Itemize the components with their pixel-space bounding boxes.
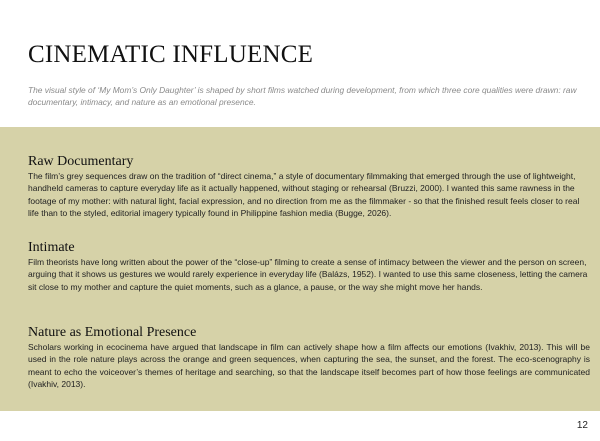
section-body: The film’s grey sequences draw on the tradition of “direct cinema,” a style of documentary filmmaking that emerged through the use of lightweight, handheld cameras to capture everyday life as it actually happened, without staging or rehearsal (Bruzzi, 2000). I wanted this same rawness in the footage of my mother: with natural light, facial expression, and no direction from me as the filmmaker - so that the finished result feels closer to real life than to the styled, editorial imagery typically found in Philippine fashion media (Bugge, 2026). (28, 171, 580, 218)
page-number: 12 (576, 420, 588, 431)
section-heading: Nature as Emotional Presence (28, 325, 197, 340)
section-body: Film theorists have long written about the power of the “close-up” filming to create a sense of intimacy between the viewer and the person on screen, arguing that it shows us gestures we would rarely experience in everyday life (Balázs, 1952). I wanted to use this same closeness, letting the camera sit close to my mother and capture the quiet moments, such as a glance, a pause, or the way she might move her hands. (28, 257, 588, 292)
section-intimate (28, 240, 590, 293)
page-subtitle: The visual style of ‘My Mom’s Only Daughter’ is shaped by short films watched during development, from which three core qualities were drawn: raw documentary, intimacy, and nature as an emotional presence. (28, 85, 577, 107)
section-heading: Intimate (28, 240, 75, 255)
section-nature-emotional-presence (28, 325, 590, 390)
page-title: CINEMATIC INFLUENCE (28, 41, 314, 68)
section-body: Scholars working in ecocinema have argued that landscape in film can actively shape how a film affects our emotions (Ivakhiv, 2013). This will be used in the role nature plays across the orange and green sequences, when capturing the sea, the sunset, and the forest. The eco-scenography is meant to echo the voiceover’s themes of heritage and searching, so that the landscape itself becomes part of how those feelings are communicated (Ivakhiv, 2013). (28, 342, 590, 389)
section-heading: Raw Documentary (28, 154, 134, 169)
section-raw-documentary (28, 154, 590, 219)
